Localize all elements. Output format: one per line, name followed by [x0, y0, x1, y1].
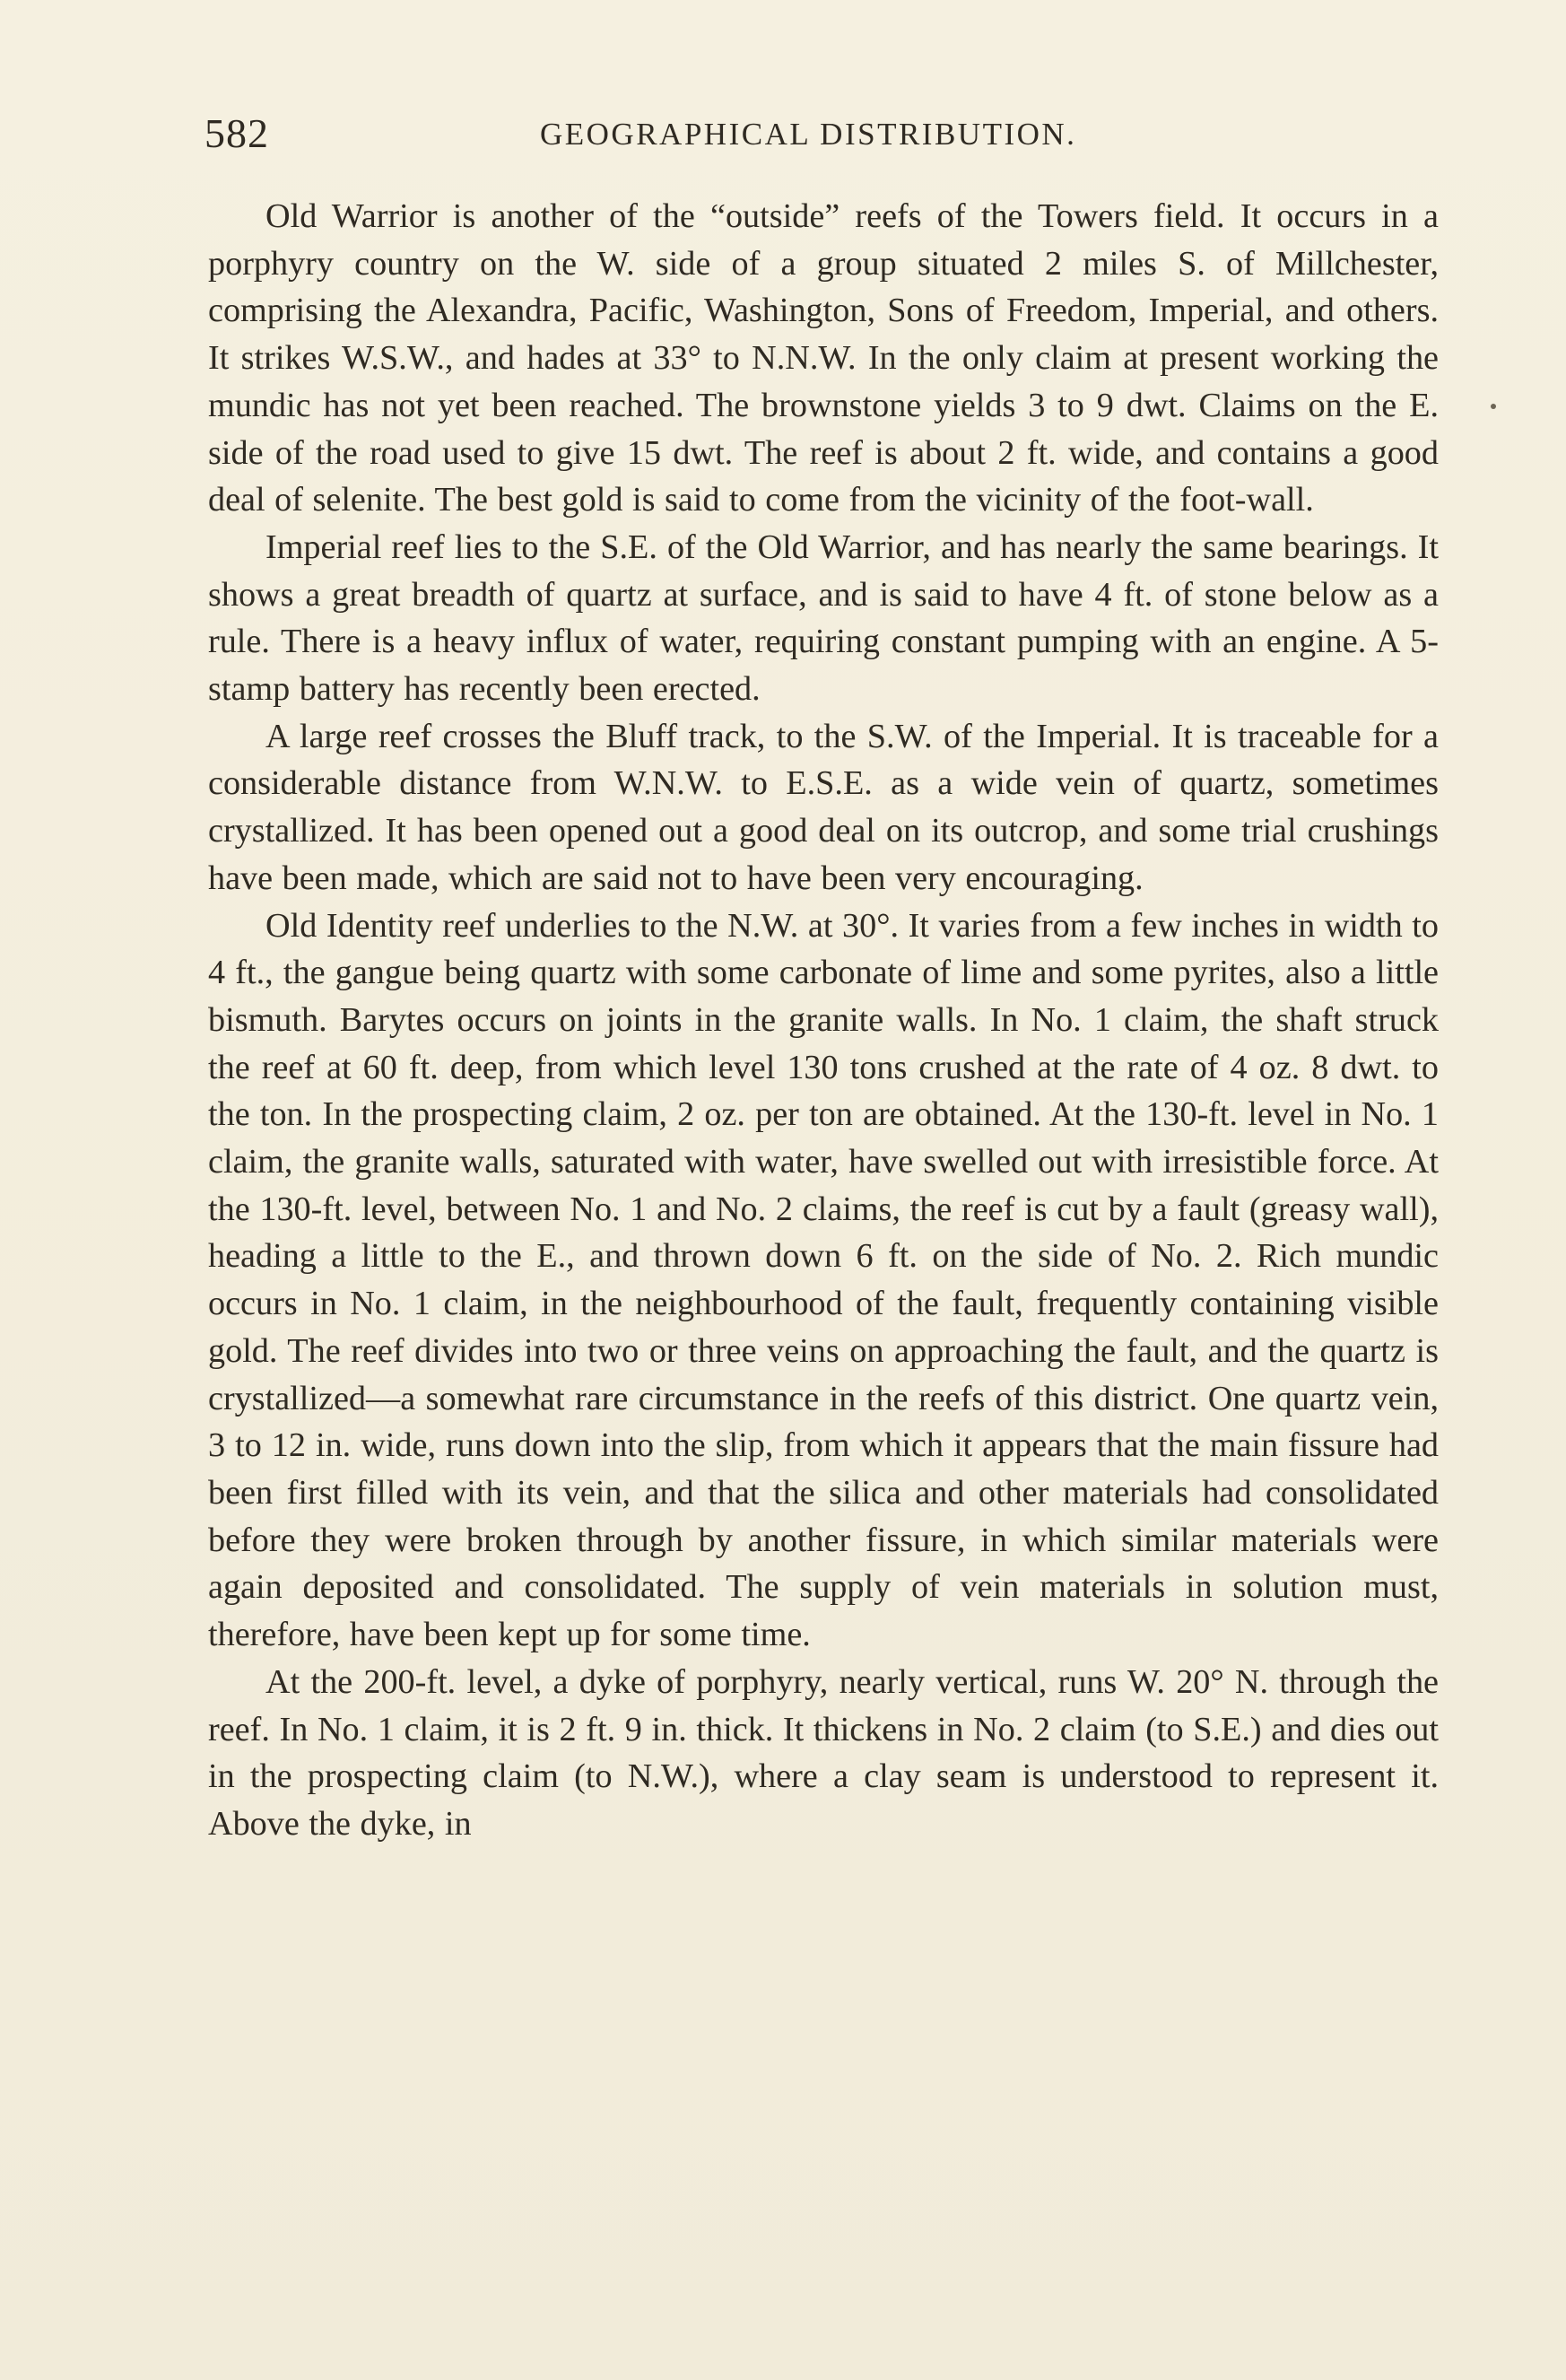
paragraph-large-reef: A large reef crosses the Bluff track, to the S.W. of the Imperial. It is traceable for a considerable distance from W.N.W. to E.S.E. as a wide vein of quartz, sometimes crystallized. It has been opened out a good deal on its outcrop, and some trial crushings have been made, which are said not to have been very encouraging.: [208, 717, 1439, 897]
body-text: [208, 193, 1439, 1848]
paragraph-200-ft-level: At the 200-ft. level, a dyke of porphyry, nearly vertical, runs W. 20° N. through the reef. In No. 1 claim, it is 2 ft. 9 in. thick. It thickens in No. 2 claim (to S.E.) and dies out in the prospecting claim (to N.W.), where a clay seam is understood to represent it. Above the dyke, in: [208, 1662, 1439, 1843]
running-head: [204, 109, 1442, 163]
paragraph-imperial: Imperial reef lies to the S.E. of the Old Warrior, and has nearly the same bearings. It shows a great breadth of quartz at surface, and is said to have 4 ft. of stone below as a rule. There is a heavy influx of water, requiring constant pumping with an engine. A 5-stamp battery has recently been erected.: [208, 527, 1439, 709]
ink-speck: [1491, 404, 1496, 409]
paragraph-old-identity: Old Identity reef underlies to the N.W. at 30°. It varies from a few inches in width to 4 ft., the gangue being quartz with some carbonate of lime and some pyrites, also a little bismuth. Barytes occurs on joints in the granite walls. In No. 1 claim, the shaft struck the reef at 60 ft. deep, from which level 130 tons crushed at the rate of 4 oz. 8 dwt. to the ton. In the prospecting claim, 2 oz. per ton are obtained. At the 130-ft. level in No. 1 claim, the granite walls, saturated with water, have swelled out with irresistible force. At the 130-ft. level, between No. 1 and No. 2 claims, the reef is cut by a fault (greasy wall), heading a little to the E., and thrown down 6 ft. on the side of No. 2. Rich mundic occurs in No. 1 claim, in the neighbourhood of the fault, frequently containing visible gold. The reef divides into two or three veins on approaching the fault, and the quartz is crystallized—a somewhat rare circumstance in the reefs of this district. One quartz vein, 3 to 12 in. wide, runs down into the slip, from which it appears that the main fissure had been first filled with its vein, and that the silica and other materials had consolidated before they were broken through by another fissure, in which similar materials were again deposited and consolidated. The supply of vein materials in solution must, therefore, have been kept up for some time.: [208, 906, 1439, 1654]
running-title: GEOGRAPHICAL DISTRIBUTION.: [540, 117, 1077, 152]
paragraph-old-warrior: Old Warrior is another of the “outside” reefs of the Towers field. It occurs in a porphyry country on the W. side of a group situated 2 miles S. of Millchester, comprising the Alexandra, Pacific, Washington, Sons of Freedom, Imperial, and others. It strikes W.S.W., and hades at 33° to N.N.W. In the only claim at present working the mundic has not yet been reached. The brownstone yields 3 to 9 dwt. Claims on the E. side of the road used to give 15 dwt. The reef is about 2 ft. wide, and contains a good deal of selenite. The best gold is said to come from the vicinity of the foot-wall.: [208, 197, 1439, 519]
page-number: 582: [204, 110, 269, 156]
